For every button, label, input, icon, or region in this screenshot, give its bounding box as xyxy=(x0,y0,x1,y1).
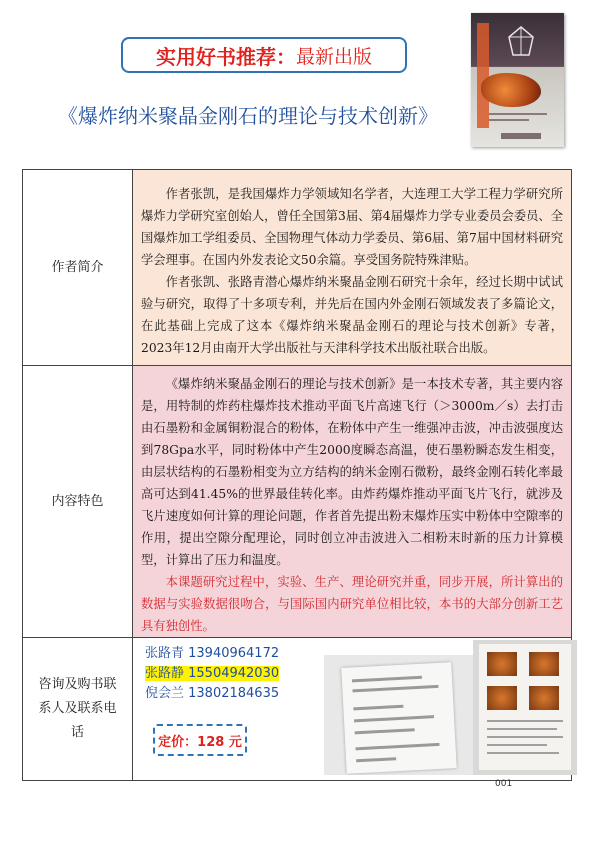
author-label: 作者简介 xyxy=(51,259,104,275)
contact-item: 倪会兰 13802184635 xyxy=(145,686,280,701)
contact-label: 咨询及购书联系人及联系电话 xyxy=(38,677,117,740)
contact-label-cell xyxy=(23,638,133,781)
content-label-cell xyxy=(23,366,133,638)
book-interior-photo xyxy=(473,640,577,775)
content-features-cell xyxy=(133,366,572,638)
price-tag: 定价：128 元 xyxy=(153,724,247,756)
page-number: 001 xyxy=(495,779,513,789)
info-table xyxy=(22,169,572,781)
author-intro-cell xyxy=(133,170,572,366)
contact-item-highlighted: 张路静 15504942030 xyxy=(145,666,280,681)
content-paragraph: 《爆炸纳米聚晶金刚石的理论与技术创新》是一本技术专著，其主要内容是，用特制的炸药柱爆炸技术推动平面飞片高速飞行（＞3000m／s）去打击由石墨粉和金属铜粉混合的粉体，在粉体中产生一维强冲击波，冲击波强度达到78Gpa水平，同时粉体中产生2000度瞬态高温，使石墨粉瞬态发生相变，由层状结构的石墨粉相变为立方结构的纳米金刚石微粉，最终金刚石转化率最高可达到41.45%的世界最佳转化率。由炸药爆炸推动平面飞片飞行，就涉及飞片速度如何计算的理论问题，作者首先提出粉末爆炸压实中粉体中空隙率的作用，提出空隙分配理论，同时创立冲击波进入二相粉末时新的压力计算模型，计算出了压力和温度。 xyxy=(141,377,563,567)
author-paragraph-1: 作者张凯，是我国爆炸力学领域知名学者，大连理工大学工程力学研究所爆炸力学研究室创始人，曾任全国第3届、第4届爆炸力学专业委员会委员、全国爆炸加工学组委员、全国物理气体动力学委员、第6届、第7届中国材料研究学会理事。在国内外发表论文50余篇。享受国务院特殊津贴。 xyxy=(141,187,563,267)
contact-cell xyxy=(133,638,572,781)
promo-banner xyxy=(121,37,407,73)
content-label: 内容特色 xyxy=(51,493,104,509)
content-highlight-paragraph: 本课题研究过程中，实验、生产、理论研究并重，同步开展，所计算出的数据与实验数据很吻合，与国际国内研究单位相比较，本书的大部分创新工艺具有独创性。 xyxy=(141,575,563,633)
promo-subheading: 最新出版 xyxy=(295,45,372,68)
author-label-cell xyxy=(23,170,133,366)
crystal-icon xyxy=(499,23,543,67)
book-title: 《爆炸纳米聚晶金刚石的理论与技术创新》 xyxy=(58,104,438,128)
contact-list xyxy=(145,644,279,704)
promo-heading: 实用好书推荐： xyxy=(155,44,296,69)
book-page-photo xyxy=(324,655,474,775)
author-paragraph-2: 作者张凯、张路青潜心爆炸纳米聚晶金刚石研究十余年，经过长期中试试验与研究，取得了十多项专利，并先后在国内外金刚石领域发表了多篇论文，在此基础上完成了这本《爆炸纳米聚晶金刚石的理论与技术创新》专著，2023年12月由南开大学出版社与天津科学技术出版社联合出版。 xyxy=(141,275,563,355)
book-cover-image xyxy=(471,13,564,147)
contact-item: 张路青 13940964172 xyxy=(145,646,280,661)
